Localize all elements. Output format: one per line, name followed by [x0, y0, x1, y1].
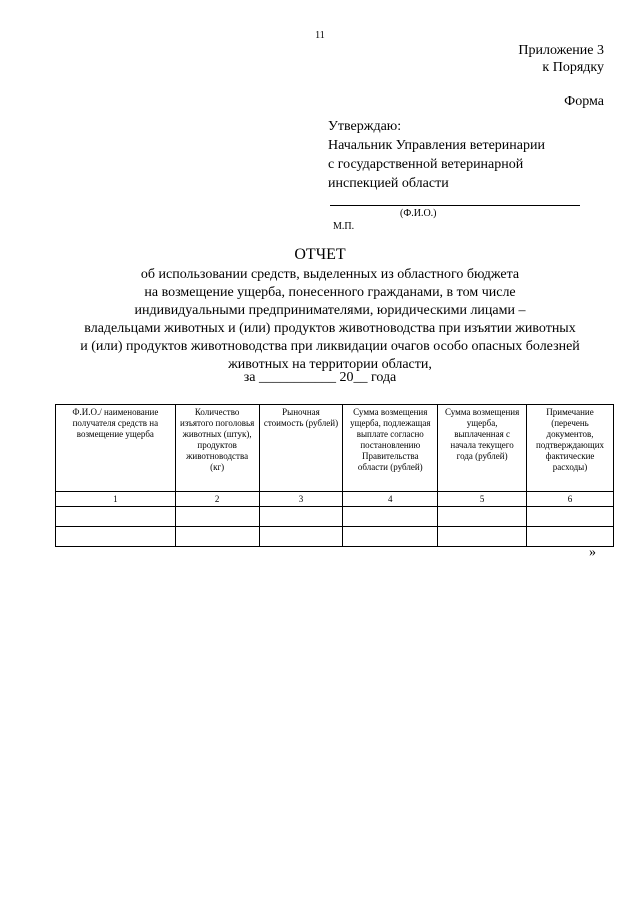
form-label: Форма — [564, 94, 604, 109]
approval-block — [328, 117, 545, 193]
table-cell — [259, 527, 343, 547]
fio-caption: (Ф.И.О.) — [400, 208, 437, 219]
approval-line: Начальник Управления ветеринарии — [328, 138, 545, 153]
column-number: 1 — [56, 492, 176, 507]
report-period: за ___________ 20__ года — [243, 370, 397, 385]
table-cell — [527, 507, 614, 527]
appendix-line2: к Порядку — [542, 60, 604, 75]
closing-quote: » — [589, 545, 596, 560]
column-number: 5 — [438, 492, 527, 507]
page-number: 11 — [315, 30, 325, 41]
subtitle-line: на возмещение ущерба, понесенного гражданами, в том числе — [144, 285, 516, 300]
table-cell — [175, 507, 259, 527]
table-row — [56, 527, 614, 547]
table-cell — [56, 527, 176, 547]
subtitle-line: животных на территории области, — [228, 357, 432, 372]
table-cell — [343, 507, 438, 527]
column-header-recipient: Ф.И.О./ наименование получателя средств на возмещение ущерба — [56, 405, 176, 492]
report-title: ОТЧЕТ — [294, 246, 346, 263]
column-number: 4 — [343, 492, 438, 507]
table-cell — [259, 507, 343, 527]
subtitle-line: индивидуальными предпринимателями, юридическими лицами – — [134, 303, 526, 318]
table-cell — [56, 507, 176, 527]
column-number: 6 — [527, 492, 614, 507]
column-header-note: Примечание (перечень документов, подтверждающих фактические расходы) — [527, 405, 614, 492]
column-header-compensation-due: Сумма возмещения ущерба, подлежащая выплате согласно постановлению Правительства области (рублей) — [343, 405, 438, 492]
subtitle-line: владельцами животных и (или) продуктов животноводства при изъятии животных — [84, 321, 576, 336]
column-number-row — [56, 492, 614, 507]
table-cell — [527, 527, 614, 547]
table-header-row — [56, 405, 614, 492]
approval-line: инспекцией области — [328, 176, 449, 191]
table-cell — [438, 527, 527, 547]
column-header-quantity: Количество изъятого поголовья животных (штук), продуктов животноводства (кг) — [175, 405, 259, 492]
stamp-label: М.П. — [333, 221, 355, 232]
column-header-market-value: Рыночная стоимость (рублей) — [259, 405, 343, 492]
report-table — [55, 404, 614, 547]
subtitle-line: и (или) продуктов животноводства при ликвидации очагов особо опасных болезней — [80, 339, 580, 354]
table-row — [56, 507, 614, 527]
approval-title: Утверждаю: — [328, 119, 402, 134]
appendix-line1: Приложение 3 — [518, 43, 604, 58]
appendix-block — [518, 42, 604, 76]
report-subtitle — [40, 266, 620, 374]
approval-line: с государственной ветеринарной — [328, 157, 524, 172]
column-header-compensation-paid: Сумма возмещения ущерба, выплаченная с начала текущего года (рублей) — [438, 405, 527, 492]
table-cell — [438, 507, 527, 527]
subtitle-line: об использовании средств, выделенных из областного бюджета — [140, 267, 520, 282]
column-number: 2 — [175, 492, 259, 507]
table-cell — [343, 527, 438, 547]
signature-line — [330, 205, 580, 206]
column-number: 3 — [259, 492, 343, 507]
table-cell — [175, 527, 259, 547]
